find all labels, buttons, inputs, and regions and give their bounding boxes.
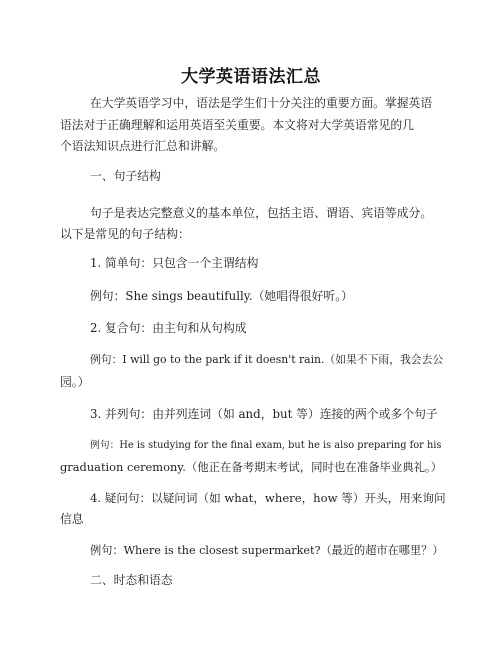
section-heading-sentence-structure: 一、句子结构 (90, 169, 161, 183)
page-title: 大学英语语法汇总 (181, 67, 321, 87)
item-question-sentence-line-1: 4. 疑问句：以疑问词（如 what，where，how 等）开头，用来询问 (90, 491, 446, 505)
item-question-sentence-line-2: 信息 (60, 512, 84, 526)
example-complex-sentence-line-2: 园。） (60, 375, 90, 389)
item-compound-sentence: 3. 并列句：由并列连词（如 and，but 等）连接的两个或多个句子 (90, 407, 438, 421)
section-heading-tense-voice: 二、时态和语态 (90, 573, 173, 587)
intro-line-1: 在大学英语学习中，语法是学生们十分关注的重要方面。掌握英语 (90, 96, 433, 110)
section1-intro-line-1: 句子是表达完整意义的基本单位，包括主语、谓语、宾语等成分。 (90, 206, 433, 220)
item-complex-sentence: 2. 复合句：由主句和从句构成 (90, 321, 247, 335)
intro-line-3: 个语法知识点进行汇总和讲解。 (60, 139, 226, 153)
example-complex-sentence-line-1: 例句：I will go to the park if it doesn't rain.（如果不下雨，我会去公 (90, 353, 444, 366)
section1-intro-line-2: 以下是常见的句子结构： (60, 227, 190, 241)
item-simple-sentence: 1. 简单句：只包含一个主谓结构 (90, 256, 259, 270)
example-simple-sentence: 例句：She sings beautifully.（她唱得很好听。） (90, 289, 353, 303)
example-question-sentence: 例句：Where is the closest supermarket?（最近的超市在哪里？） (90, 544, 444, 557)
example-compound-sentence-line-1: 例句：He is studying for the final exam, but he is also preparing for his (90, 440, 442, 451)
example-compound-sentence-line-2: graduation ceremony.（他正在备考期末考试，同时也在准备毕业典礼。） (60, 460, 443, 474)
intro-line-2: 语法对于正确理解和运用英语至关重要。本文将对大学英语常见的几 (60, 118, 414, 132)
